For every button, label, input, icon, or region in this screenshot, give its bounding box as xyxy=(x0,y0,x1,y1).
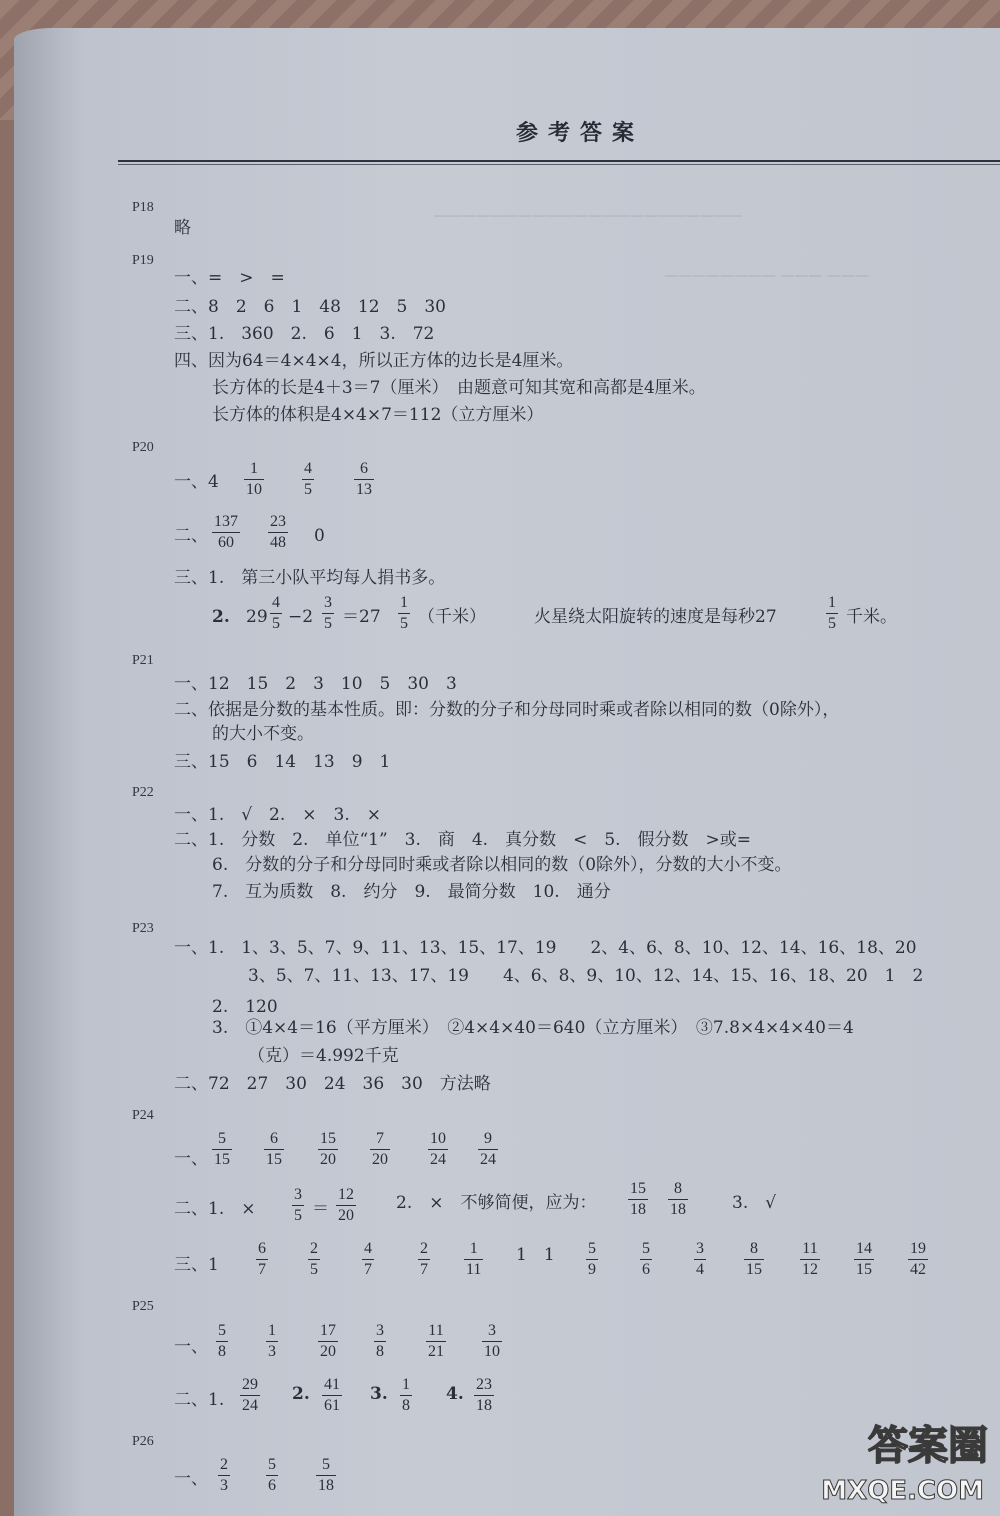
fraction: 5 18 xyxy=(318,1456,334,1494)
p24-line2-prefix: 二、1. × xyxy=(174,1199,256,1219)
fraction: 1 10 xyxy=(246,460,262,498)
p19-line: 长方体的长是4＋3＝7（厘米） 由题意可知其宽和高都是4厘米。 xyxy=(212,378,706,398)
fraction: 23 18 xyxy=(476,1376,492,1414)
page-spine-shadow xyxy=(14,28,84,1516)
fraction: 3 8 xyxy=(376,1322,384,1360)
p21-line: 一、12 15 2 3 10 5 30 3 xyxy=(174,674,457,694)
p26-line1-prefix: 一、 xyxy=(174,1469,208,1489)
p23-line: 二、72 27 30 24 36 30 方法略 xyxy=(174,1074,491,1094)
p20-line1-prefix: 一、4 xyxy=(174,472,219,492)
fraction: 15 18 xyxy=(630,1180,646,1218)
fraction: 11 21 xyxy=(428,1322,444,1360)
fraction: 4 5 xyxy=(272,594,280,632)
fraction: 8 15 xyxy=(746,1240,762,1278)
p24-ones: 1 1 xyxy=(516,1245,555,1265)
p20-text: 千米。 xyxy=(846,607,897,627)
fraction: 5 8 xyxy=(218,1322,226,1360)
fraction: 6 13 xyxy=(356,460,372,498)
fraction: 3 5 xyxy=(324,594,332,632)
p21-line: 二、依据是分数的基本性质。即：分数的分子和分母同时乘或者除以相同的数（0除外）， xyxy=(174,700,840,720)
section-label-p18: P18 xyxy=(132,200,154,215)
watermark-logo-cn: 答案圈 xyxy=(868,1423,988,1469)
section-label-p26: P26 xyxy=(132,1434,154,1449)
page-title: 参考答案 xyxy=(515,120,644,146)
p24-line3-prefix: 三、1 xyxy=(174,1255,219,1275)
fraction: 41 61 xyxy=(324,1376,340,1414)
fraction: 5 6 xyxy=(642,1240,650,1278)
p23-line: 3. ①4×4＝16（平方厘米） ②4×4×40＝640（立方厘米） ③7.8×4×4×40＝4 xyxy=(212,1018,854,1038)
bleed-through-text: —————————————————————— xyxy=(434,208,742,224)
p19-line: 四、因为64＝4×4×4，所以正方体的边长是4厘米。 xyxy=(174,351,574,371)
p23-line: （克）＝4.992千克 xyxy=(248,1046,399,1066)
p25-line1-prefix: 一、 xyxy=(174,1337,208,1357)
p20-item-number: 2. xyxy=(212,607,230,627)
p19-line: 三、1. 360 2. 6 1 3. 72 xyxy=(174,324,435,344)
p20-text: 29 xyxy=(246,607,268,627)
fraction: 15 20 xyxy=(320,1130,336,1168)
fraction: 17 20 xyxy=(320,1322,336,1360)
fraction: 3 10 xyxy=(484,1322,500,1360)
p20-text: （千米） xyxy=(418,607,486,627)
section-label-p20: P20 xyxy=(132,440,154,455)
fraction: 2 7 xyxy=(420,1240,428,1278)
p25-item-number: 3. xyxy=(370,1384,388,1404)
p20-line3: 三、1. 第三小队平均每人捐书多。 xyxy=(174,568,446,588)
p19-line: 长方体的体积是4×4×7＝112（立方厘米） xyxy=(212,405,544,425)
fraction: 1 5 xyxy=(828,594,836,632)
p19-line: 二、8 2 6 1 48 12 5 30 xyxy=(174,297,446,317)
fraction: 2 3 xyxy=(220,1456,228,1494)
p25-item-number: 2. xyxy=(292,1384,310,1404)
p22-line: 6. 分数的分子和分母同时乘或者除以相同的数（0除外），分数的大小不变。 xyxy=(212,855,792,875)
fraction: 5 15 xyxy=(214,1130,230,1168)
p20-line2-prefix: 二、 xyxy=(174,526,208,546)
header-rule xyxy=(118,160,1000,162)
fraction: 5 9 xyxy=(588,1240,596,1278)
p20-zero: 0 xyxy=(314,526,325,546)
fraction: 4 5 xyxy=(304,460,312,498)
p23-line: 3、5、7、11、13、17、19 4、6、8、9、10、12、14、15、16、18、20 1 2 xyxy=(248,966,924,986)
fraction: 1 8 xyxy=(402,1376,410,1414)
p19-line: 一、= > = xyxy=(174,268,285,288)
p24-line1-prefix: 一、 xyxy=(174,1149,208,1169)
p18-answer: 略 xyxy=(174,218,191,238)
book-page xyxy=(14,28,1000,1516)
p24-text: 2. × 不够简便，应为： xyxy=(396,1193,597,1213)
header-rule-thin xyxy=(118,164,1000,165)
fraction: 2 5 xyxy=(310,1240,318,1278)
fraction: 3 5 xyxy=(294,1186,302,1224)
fraction: 23 48 xyxy=(270,513,286,551)
fraction: 6 15 xyxy=(266,1130,282,1168)
fraction: 14 15 xyxy=(856,1240,872,1278)
fraction: 12 20 xyxy=(338,1186,354,1224)
p22-line: 7. 互为质数 8. 约分 9. 最简分数 10. 通分 xyxy=(212,882,611,902)
p25-item-number: 4. xyxy=(446,1384,464,1404)
bleed-through-text: ———————— ——— ——— xyxy=(664,268,869,284)
p23-line: 2. 120 xyxy=(212,997,278,1017)
fraction: 29 24 xyxy=(242,1376,258,1414)
fraction: 3 4 xyxy=(696,1240,704,1278)
p22-line: 二、1. 分数 2. 单位“1” 3. 商 4. 真分数 < 5. 假分数 >或= xyxy=(174,830,752,850)
fraction: 9 24 xyxy=(480,1130,496,1168)
p24-text: 3. √ xyxy=(732,1193,777,1213)
section-label-p22: P22 xyxy=(132,785,154,800)
p20-text: −2 xyxy=(288,607,314,627)
fraction: 1 5 xyxy=(400,594,408,632)
p20-text: 火星绕太阳旋转的速度是每秒27 xyxy=(534,607,777,627)
fraction: 4 7 xyxy=(364,1240,372,1278)
fraction: 6 7 xyxy=(258,1240,266,1278)
p21-line: 的大小不变。 xyxy=(212,724,314,744)
fraction: 10 24 xyxy=(430,1130,446,1168)
fraction: 8 18 xyxy=(670,1180,686,1218)
fraction: 1 3 xyxy=(268,1322,276,1360)
fraction: 137 60 xyxy=(214,513,238,551)
section-label-p24: P24 xyxy=(132,1108,154,1123)
section-label-p25: P25 xyxy=(132,1299,154,1314)
fraction: 7 20 xyxy=(372,1130,388,1168)
section-label-p21: P21 xyxy=(132,653,154,668)
p23-line: 一、1. 1、3、5、7、9、11、13、15、17、19 2、4、6、8、10、12、14、16、18、20 xyxy=(174,938,917,958)
p22-line: 一、1. √ 2. × 3. × xyxy=(174,805,381,825)
p21-line: 三、15 6 14 13 9 1 xyxy=(174,752,391,772)
watermark-logo-en: MXQE.COM xyxy=(821,1476,984,1506)
fraction: 11 12 xyxy=(802,1240,818,1278)
fraction: 19 42 xyxy=(910,1240,926,1278)
fraction: 1 11 xyxy=(466,1240,482,1278)
p20-text: ＝27 xyxy=(342,607,381,627)
section-label-p19: P19 xyxy=(132,253,154,268)
fraction: 5 6 xyxy=(268,1456,276,1494)
section-label-p23: P23 xyxy=(132,921,154,936)
site-watermark xyxy=(788,1414,988,1506)
p24-text: ＝ xyxy=(312,1199,329,1219)
p25-line2-prefix: 二、1. xyxy=(174,1390,225,1410)
